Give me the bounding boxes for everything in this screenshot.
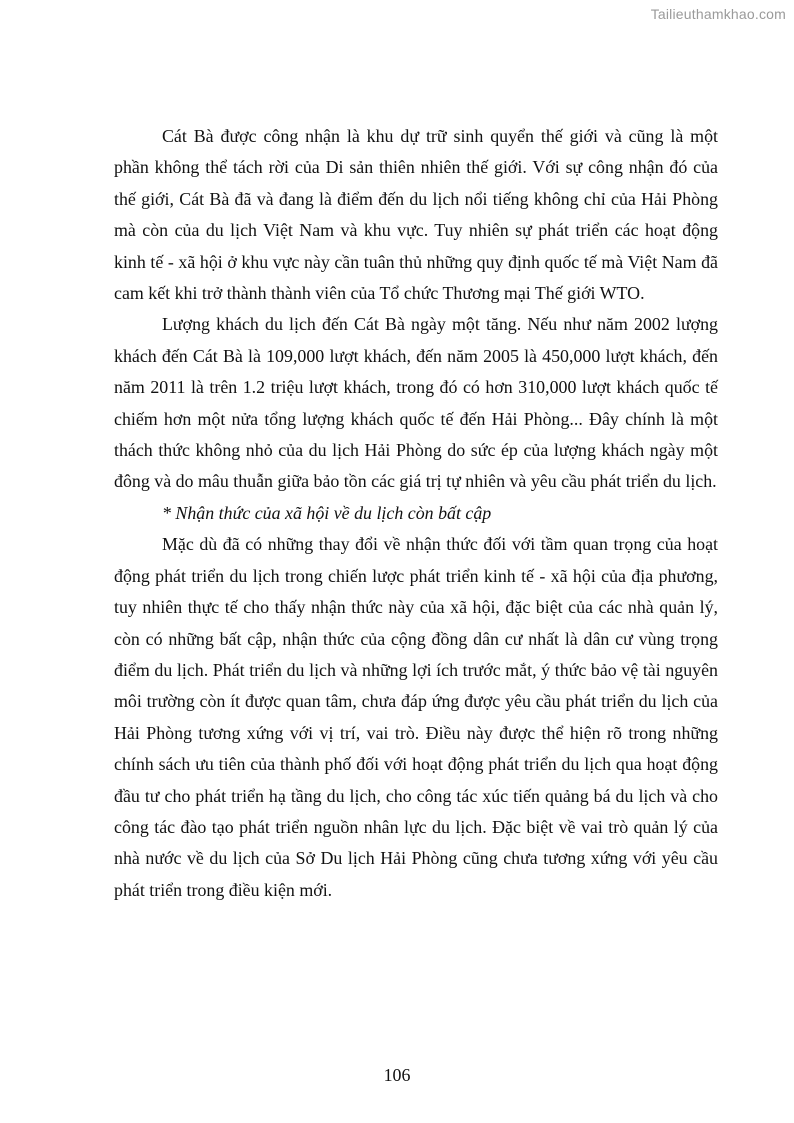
paragraph-visitor-numbers: Lượng khách du lịch đến Cát Bà ngày một tăng. Nếu như năm 2002 lượng khách đến Cát Bà là 109,000 lượt khách, đến năm 2005 là 450,000 lượt khách, đến năm 2011 là trên 1.2 triệu lượt khách, trong đó có hơn 310,000 lượt khách quốc tế chiếm hơn một nửa tổng lượng khách quốc tế đến Hải Phòng... Đây chính là một thách thức không nhỏ của du lịch Hải Phòng do sức ép của lượng khách ngày một đông và do mâu thuẫn giữa bảo tồn các giá trị tự nhiên và yêu cầu phát triển du lịch. — [114, 314, 718, 492]
section-heading: * Nhận thức của xã hội về du lịch còn bất cập — [162, 502, 492, 523]
paragraph-cat-ba-recognition: Cát Bà được công nhận là khu dự trữ sinh quyển thế giới và cũng là một phần không thể tách rời của Di sản thiên nhiên thế giới. Với sự công nhận đó của thế giới, Cát Bà đã và đang là điểm đến du lịch nổi tiếng không chỉ của Hải Phòng mà còn của du lịch Việt Nam và khu vực. Tuy nhiên sự phát triển các hoạt động kinh tế - xã hội ở khu vực này cần tuân thủ những quy định quốc tế mà Việt Nam đã cam kết khi trở thành thành viên của Tổ chức Thương mại Thế giới WTO. — [114, 126, 718, 304]
watermark: Tailieuthamkhao.com — [650, 6, 786, 22]
document-body — [114, 121, 718, 906]
page-number: 106 — [383, 1065, 411, 1085]
paragraph-social-awareness: Mặc dù đã có những thay đổi về nhận thức đối với tầm quan trọng của hoạt động phát triển du lịch trong chiến lược phát triển kinh tế - xã hội của địa phương, tuy nhiên thực tế cho thấy nhận thức này của xã hội, đặc biệt của các nhà quản lý, còn có những bất cập, nhận thức của cộng đồng dân cư nhất là dân cư vùng trọng điểm du lịch. Phát triển du lịch và những lợi ích trước mắt, ý thức bảo vệ tài nguyên môi trường còn ít được quan tâm, chưa đáp ứng được yêu cầu phát triển du lịch của Hải Phòng tương xứng với vị trí, vai trò. Điều này được thể hiện rõ trong những chính sách ưu tiên của thành phố đối với hoạt động phát triển du lịch qua hoạt động đầu tư cho phát triển hạ tầng du lịch, cho công tác xúc tiến quảng bá du lịch và cho công tác đào tạo phát triển nguồn nhân lực du lịch. Đặc biệt về vai trò quản lý của nhà nước về du lịch của Sở Du lịch Hải Phòng cũng chưa tương xứng với yêu cầu phát triển trong điều kiện mới. — [114, 534, 718, 900]
